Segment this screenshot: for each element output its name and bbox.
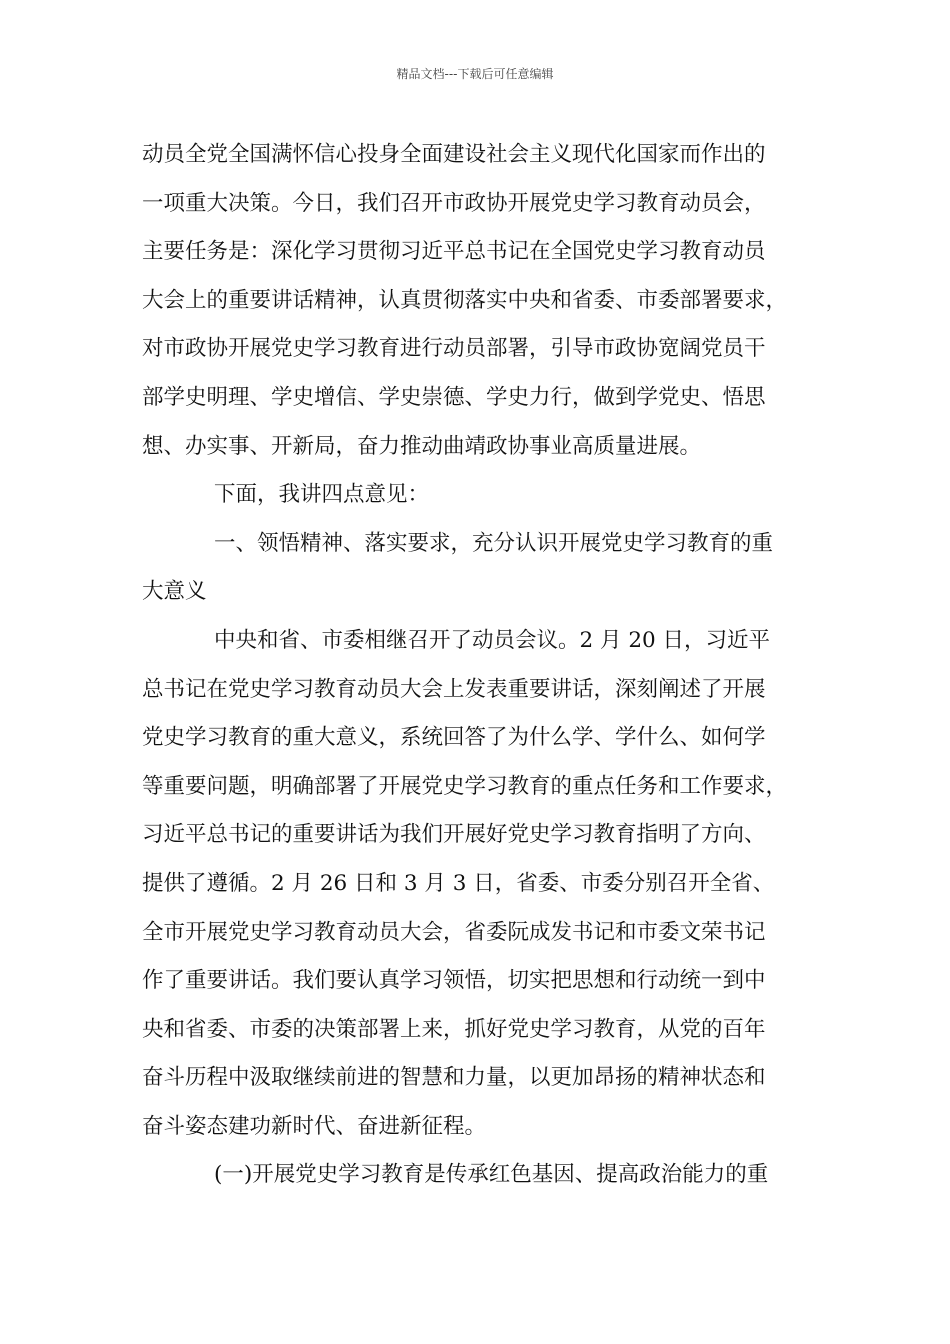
text-line: 主要任务是：深化学习贯彻习近平总书记在全国党史学习教育动员: [142, 239, 766, 265]
text-line: 作了重要讲话。我们要认真学习领悟，切实把思想和行动统一到中: [142, 968, 766, 994]
text-line: 总书记在党史学习教育动员大会上发表重要讲话，深刻阐述了开展: [142, 676, 766, 702]
text-line: 大会上的重要讲话精神，认真贯彻落实中央和省委、市委部署要求，: [142, 287, 788, 313]
text-line: 提供了遵循。2 月 26 日和 3 月 3 日，省委、市委分别召开全省、: [142, 870, 775, 896]
text-line: (一)开展党史学习教育是传承红色基因、提高政治能力的重: [214, 1162, 769, 1188]
text-line: 央和省委、市委的决策部署上来，抓好党史学习教育，从党的百年: [142, 1016, 766, 1042]
text-line: 大意义: [142, 579, 207, 605]
text-line: 想、办实事、开新局，奋力推动曲靖政协事业高质量进展。: [142, 433, 702, 459]
text-line: 动员全党全国满怀信心投身全面建设社会主义现代化国家而作出的: [142, 142, 766, 167]
text-line: 一、领悟精神、落实要求，充分认识开展党史学习教育的重: [214, 530, 774, 556]
text-line: 奋斗姿态建功新时代、奋进新征程。: [142, 1113, 487, 1139]
text-line: 习近平总书记的重要讲话为我们开展好党史学习教育指明了方向、: [142, 822, 766, 848]
text-line: 一项重大决策。今日，我们召开市政协开展党史学习教育动员会，: [142, 190, 766, 216]
text-line: 全市开展党史学习教育动员大会，省委阮成发书记和市委文荣书记: [142, 919, 766, 945]
text-line: 党史学习教育的重大意义，系统回答了为什么学、学什么、如何学: [142, 725, 766, 751]
text-line: 对市政协开展党史学习教育进行动员部署，引导市政协宽阔党员干: [142, 336, 766, 362]
page-header: 精品文档---下载后可任意编辑: [396, 67, 554, 81]
text-line: 下面，我讲四点意见：: [214, 482, 430, 508]
text-line: 部学史明理、学史增信、学史崇德、学史力行，做到学党史、悟思: [142, 384, 766, 410]
text-line: 中央和省、市委相继召开了动员会议。2 月 20 日，习近平: [214, 627, 771, 653]
text-line: 奋斗历程中汲取继续前进的智慧和力量，以更加昂扬的精神状态和: [142, 1065, 766, 1091]
document-body: [142, 131, 818, 1200]
text-line: 等重要问题，明确部署了开展党史学习教育的重点任务和工作要求，: [142, 773, 788, 799]
